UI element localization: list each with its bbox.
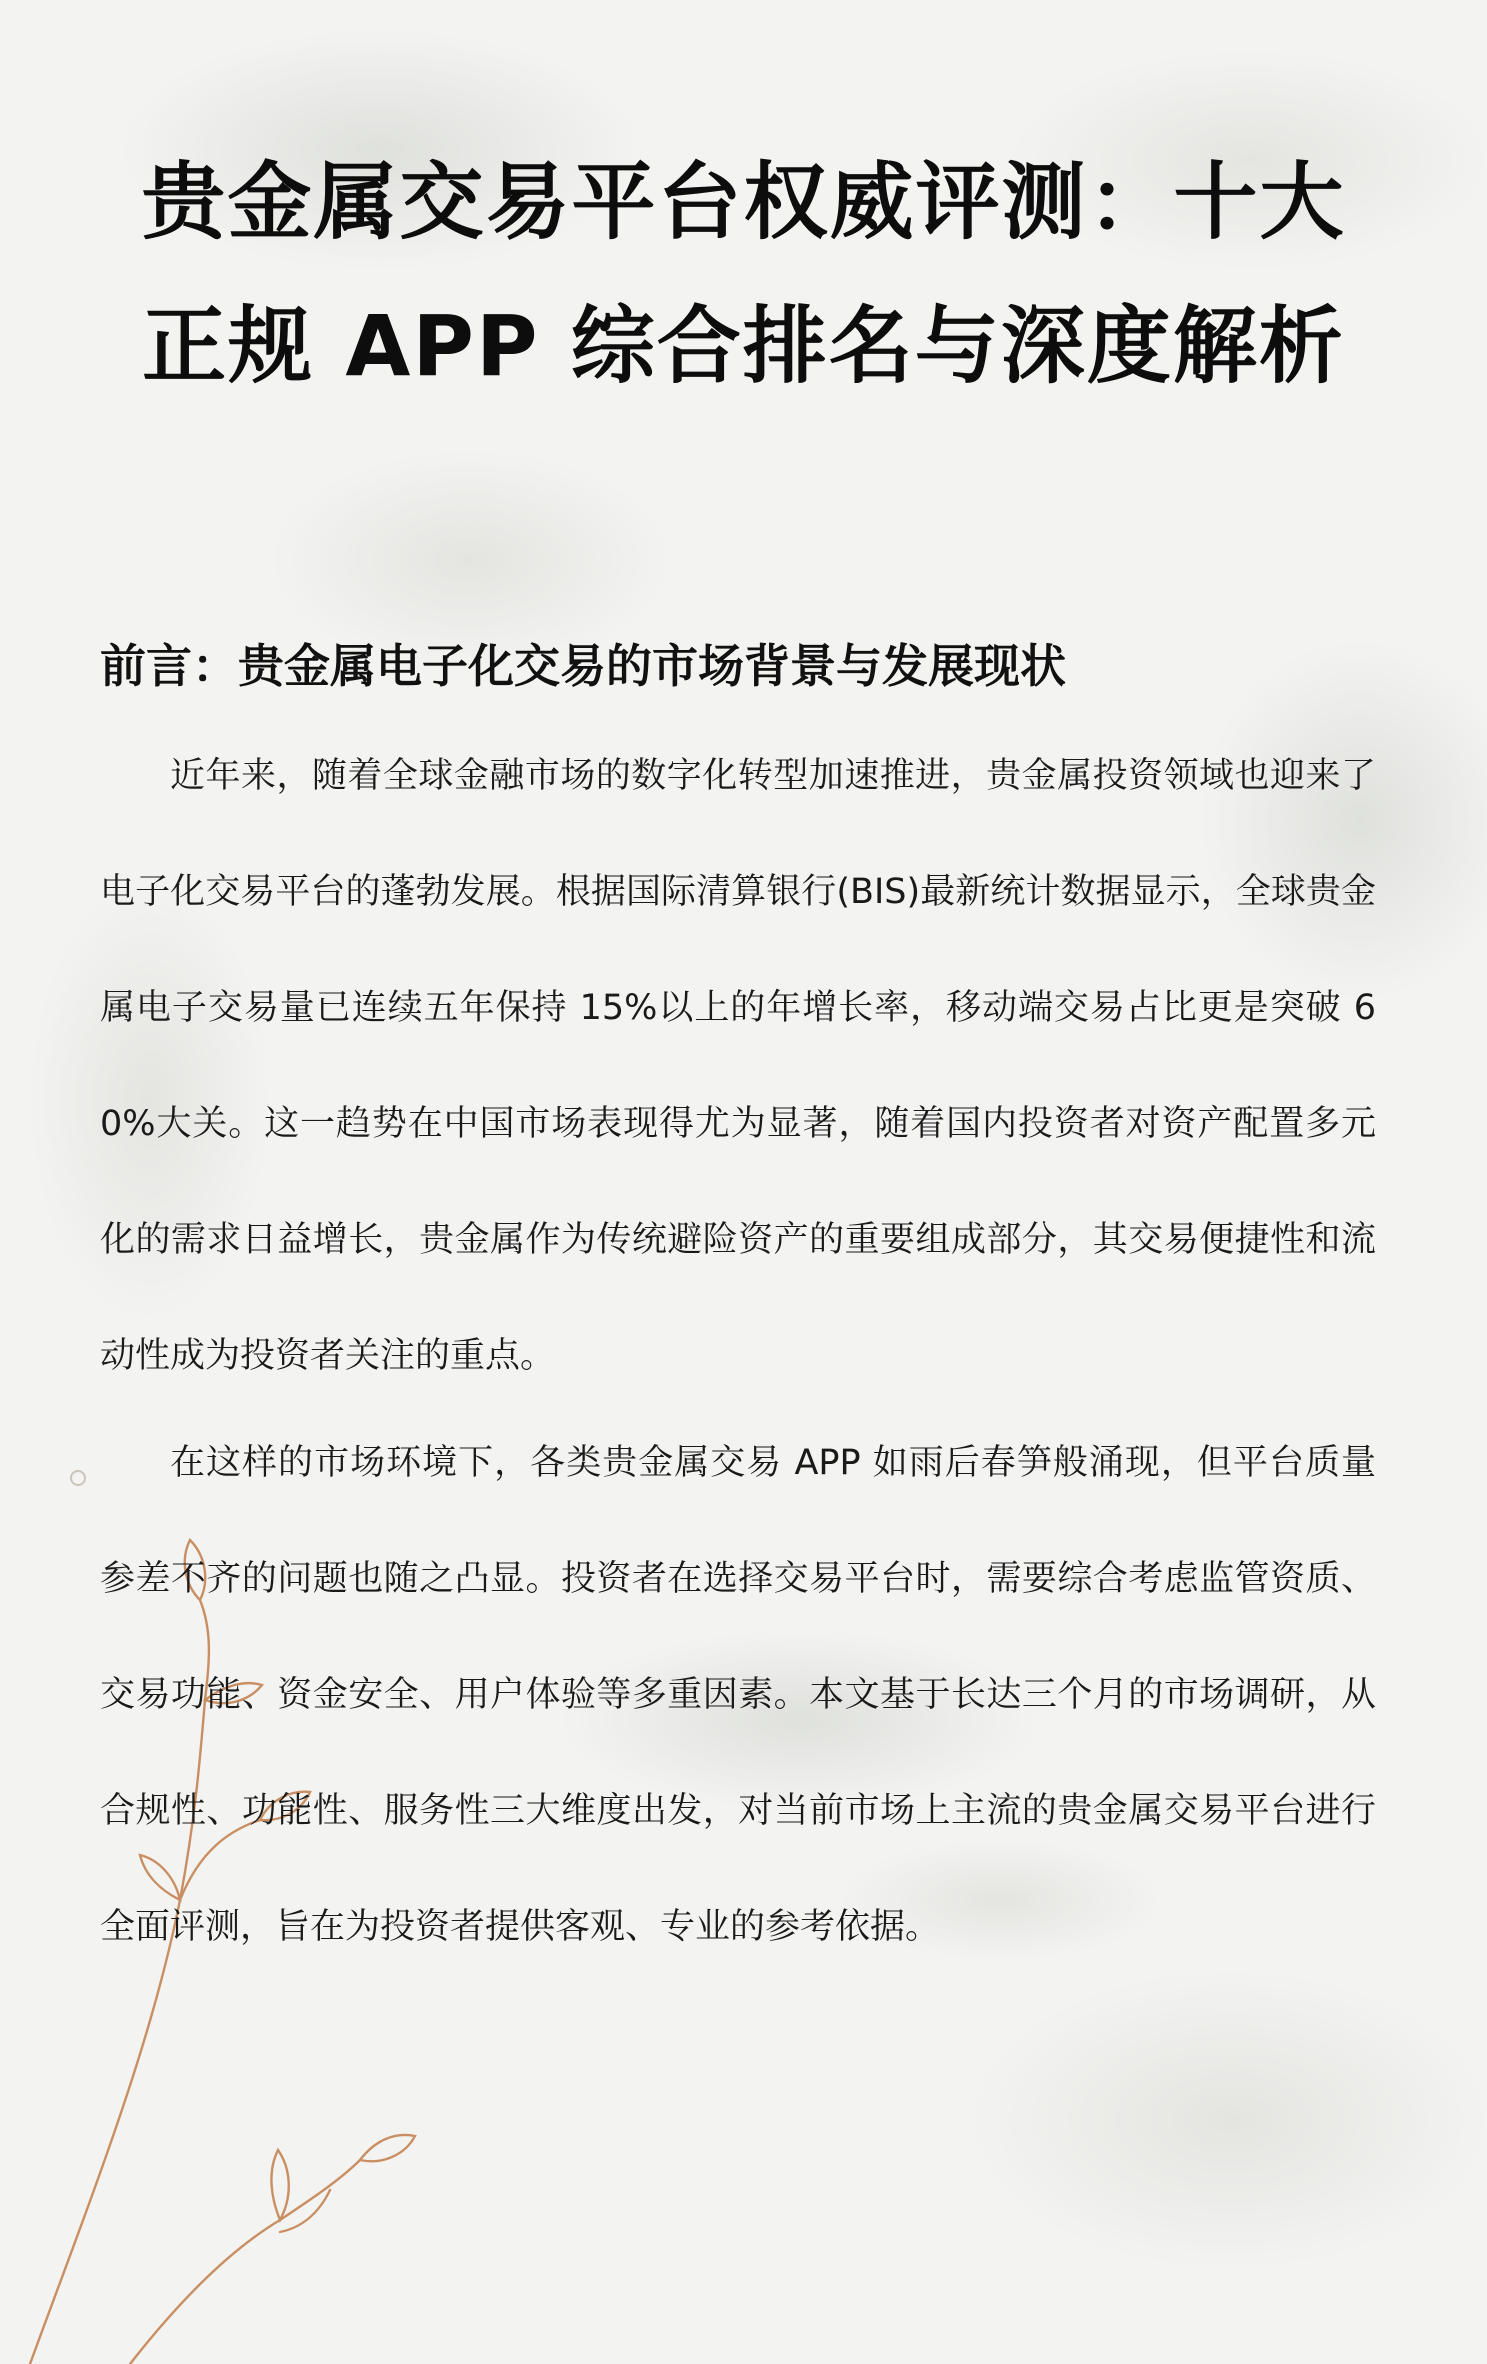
body-paragraph-1: 近年来，随着全球金融市场的数字化转型加速推进，贵金属投资领域也迎来了电子化交易平台的蓬勃发展。根据国际清算银行(BIS)最新统计数据显示，全球贵金属电子交易量已连续五年保持 15%以上的年增长率，移动端交易占比更是突破 60%大关。这一趋势在中国市场表现得尤为显著，随着国内投资者对资产配置多元化的需求日益增长，贵金属作为传统避险资产的重要组成部分，其交易便捷性和流动性成为投资者关注的重点。 — [100, 756, 1376, 1376]
body-paragraph-2: 在这样的市场环境下，各类贵金属交易 APP 如雨后春笋般涌现，但平台质量参差不齐的问题也随之凸显。投资者在选择交易平台时，需要综合考虑监管资质、交易功能、资金安全、用户体验等多重因素。本文基于长达三个月的市场调研，从合规性、功能性、服务性三大维度出发，对当前市场上主流的贵金属交易平台进行全面评测，旨在为投资者提供客观、专业的参考依据。 — [100, 1443, 1376, 1947]
section-heading: 前言：贵金属电子化交易的市场背景与发展现状 — [100, 639, 1066, 693]
page-title: 贵金属交易平台权威评测：十大正规 APP 综合排名与深度解析 — [141, 153, 1346, 395]
